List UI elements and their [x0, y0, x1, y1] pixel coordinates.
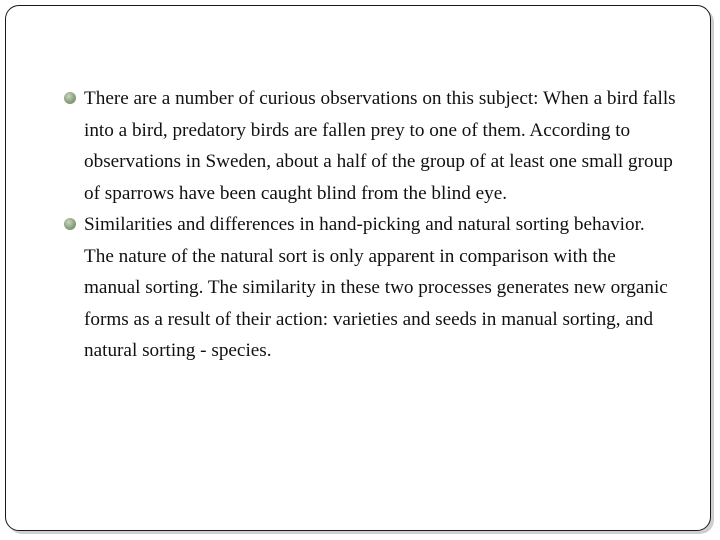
bullet-list [64, 83, 676, 367]
bullet-text: There are a number of curious observations on this subject: When a bird falls into a bird, predatory birds are fallen prey to one of them. According to observations in Sweden, about a half of the group of at least one small group of sparrows have been caught blind from the blind eye. [84, 88, 676, 204]
bullet-text: Similarities and differences in hand-picking and natural sorting behavior. The nature of the natural sort is only apparent in comparison with the manual sorting. The similarity in these two processes generates new organic forms as a result of their action: varieties and seeds in manual sorting, and natural sorting - species. [84, 214, 668, 361]
bullet-circle-icon [64, 218, 76, 230]
bullet-item [64, 209, 676, 367]
bullet-item [64, 83, 676, 209]
bullet-circle-icon [64, 92, 76, 104]
slide-frame [5, 5, 711, 531]
